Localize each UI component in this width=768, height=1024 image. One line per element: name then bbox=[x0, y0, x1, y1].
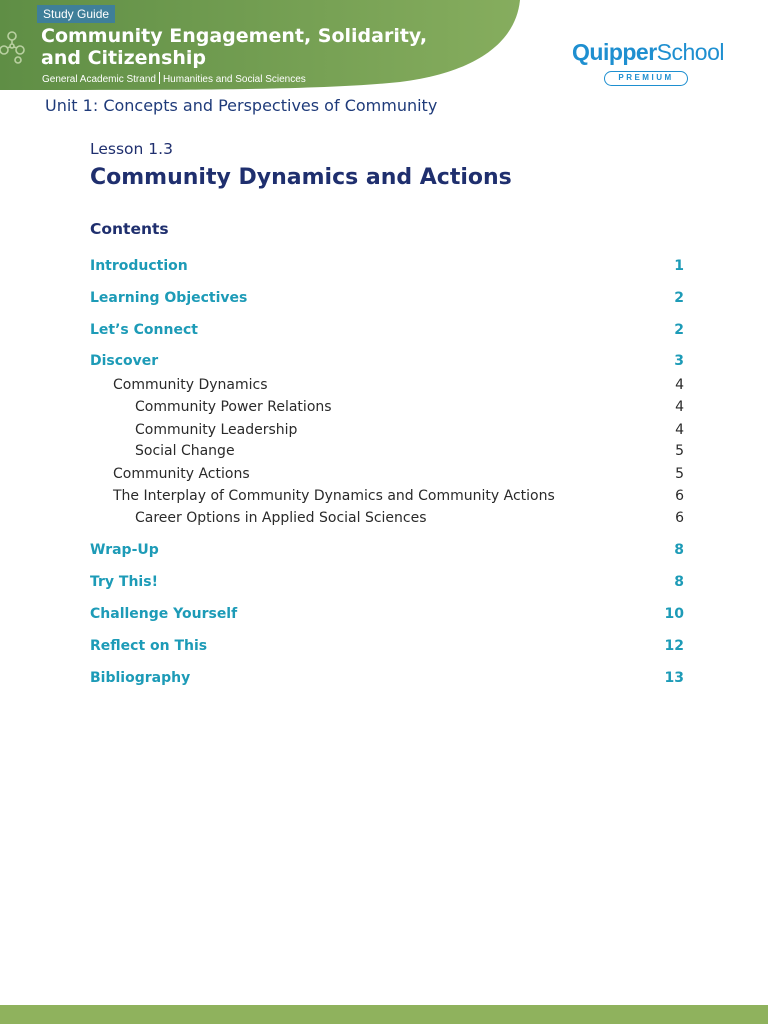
toc-entry-title: Let’s Connect bbox=[90, 322, 198, 338]
logo-wordmark bbox=[572, 38, 724, 66]
toc-entry-title: Community Power Relations bbox=[135, 399, 332, 415]
toc-entry-title: Introduction bbox=[90, 258, 188, 274]
strand-label: General Academic Strand bbox=[42, 74, 156, 85]
toc-entry-wrap-up[interactable] bbox=[90, 540, 684, 560]
strand-line bbox=[42, 72, 306, 86]
toc-entry-community-dynamics[interactable] bbox=[90, 375, 684, 395]
toc-entry-page: 5 bbox=[675, 443, 684, 459]
toc-entry-career-options[interactable] bbox=[90, 508, 684, 528]
toc-entry-title: The Interplay of Community Dynamics and Community Actions bbox=[113, 488, 555, 504]
study-guide-badge: Study Guide bbox=[37, 5, 115, 23]
toc-entry-title: Try This! bbox=[90, 574, 158, 590]
toc-entry-learning-objectives[interactable] bbox=[90, 288, 684, 308]
lesson-number: Lesson 1.3 bbox=[90, 140, 173, 158]
toc-entry-challenge-yourself[interactable] bbox=[90, 604, 684, 624]
unit-title: Unit 1: Concepts and Perspectives of Community bbox=[45, 96, 438, 115]
toc-entry-page: 8 bbox=[674, 542, 684, 558]
toc-entry-page: 4 bbox=[675, 377, 684, 393]
contents-heading: Contents bbox=[90, 220, 169, 238]
subject-title: Community Engagement, Solidarity, and Citizenship bbox=[41, 25, 428, 69]
strand-divider bbox=[159, 72, 160, 84]
toc-entry-page: 2 bbox=[674, 290, 684, 306]
quipper-school-logo bbox=[572, 38, 724, 90]
toc-entry-page: 12 bbox=[664, 638, 684, 654]
toc-entry-page: 6 bbox=[675, 488, 684, 504]
toc-entry-title: Career Options in Applied Social Sciences bbox=[135, 510, 427, 526]
toc-entry-community-power-relations[interactable] bbox=[90, 397, 684, 417]
toc-entry-lets-connect[interactable] bbox=[90, 320, 684, 340]
toc-entry-title: Reflect on This bbox=[90, 638, 208, 654]
toc-entry-page: 10 bbox=[664, 606, 684, 622]
toc-entry-bibliography[interactable] bbox=[90, 668, 684, 688]
toc-entry-reflect-on-this[interactable] bbox=[90, 636, 684, 656]
logo-brand-light: School bbox=[656, 39, 724, 65]
toc-entry-try-this[interactable] bbox=[90, 572, 684, 592]
toc-entry-title: Community Leadership bbox=[135, 422, 298, 438]
toc-entry-title: Community Actions bbox=[113, 466, 250, 482]
toc-entry-community-actions[interactable] bbox=[90, 464, 684, 484]
toc-entry-page: 1 bbox=[674, 258, 684, 274]
toc-entry-title: Learning Objectives bbox=[90, 290, 248, 306]
lesson-title: Community Dynamics and Actions bbox=[90, 165, 512, 190]
toc-entry-page: 8 bbox=[674, 574, 684, 590]
toc-entry-page: 13 bbox=[664, 670, 684, 686]
toc-entry-title: Wrap-Up bbox=[90, 542, 159, 558]
toc-entry-page: 2 bbox=[674, 322, 684, 338]
toc-entry-title: Bibliography bbox=[90, 670, 191, 686]
toc-entry-page: 3 bbox=[674, 353, 684, 369]
toc-entry-title: Community Dynamics bbox=[113, 377, 268, 393]
toc-entry-page: 4 bbox=[675, 422, 684, 438]
toc-entry-community-leadership[interactable] bbox=[90, 420, 684, 440]
toc-entry-introduction[interactable] bbox=[90, 256, 684, 276]
premium-badge: PREMIUM bbox=[604, 71, 688, 86]
toc-entry-page: 6 bbox=[675, 510, 684, 526]
footer-band bbox=[0, 1005, 768, 1024]
track-label: Humanities and Social Sciences bbox=[162, 74, 306, 85]
toc-entry-title: Challenge Yourself bbox=[90, 606, 238, 622]
toc-entry-title: Social Change bbox=[135, 443, 235, 459]
toc-entry-page: 4 bbox=[675, 399, 684, 415]
toc-entry-social-change[interactable] bbox=[90, 441, 684, 461]
toc-entry-title: Discover bbox=[90, 353, 159, 369]
logo-brand-bold: Quipper bbox=[572, 39, 657, 65]
toc-entry-interplay[interactable] bbox=[90, 486, 684, 506]
toc-entry-discover[interactable] bbox=[90, 351, 684, 371]
toc-entry-page: 5 bbox=[675, 466, 684, 482]
